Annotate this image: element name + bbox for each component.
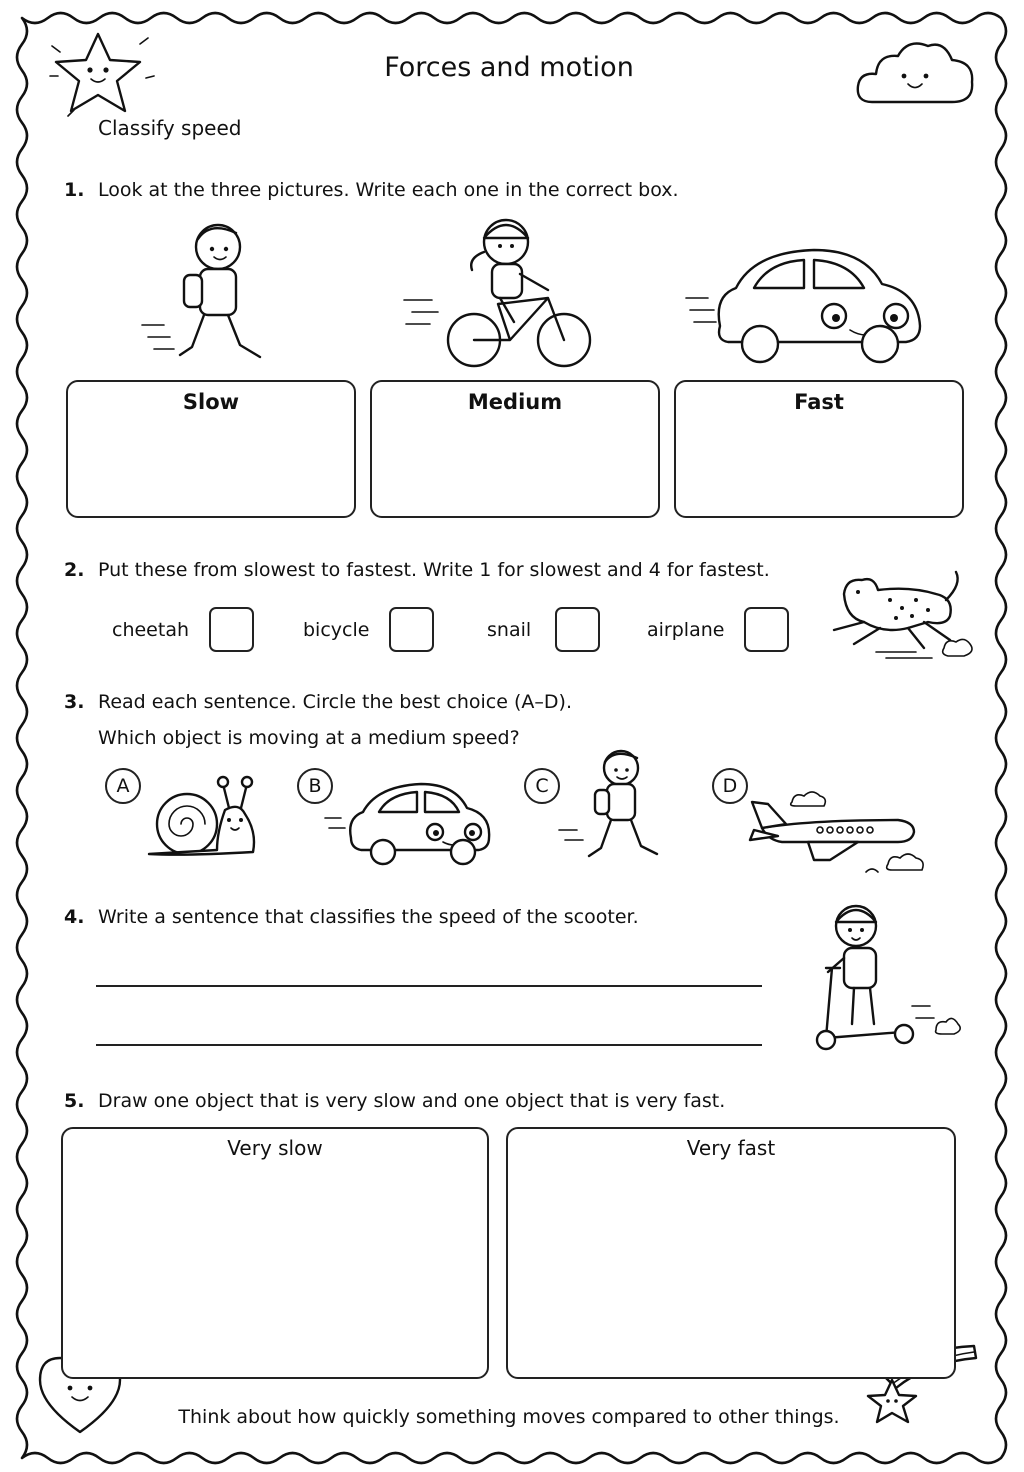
q4-writing-line-1[interactable] [96, 985, 762, 987]
item-airplane-rank-box[interactable] [744, 607, 789, 652]
smiling-car-icon [684, 240, 924, 370]
snail-icon [145, 772, 265, 862]
q4-number: 4. [64, 906, 85, 928]
item-bicycle-rank-box[interactable] [389, 607, 434, 652]
q1-text: Look at the three pictures. Write each one in the correct box. [98, 179, 679, 201]
very-fast-box-label: Very fast [686, 1136, 776, 1160]
q3-question: Which object is moving at a medium speed? [98, 727, 520, 749]
q2-number: 2. [64, 559, 85, 581]
girl-on-bicycle-icon [402, 212, 592, 372]
airplane-icon [748, 784, 938, 884]
car-icon [323, 776, 493, 866]
very-slow-box-label: Very slow [227, 1136, 323, 1160]
item-airplane-label: airplane [647, 619, 725, 641]
q1-number: 1. [64, 179, 85, 201]
q4-writing-line-2[interactable] [96, 1044, 762, 1046]
item-snail-rank-box[interactable] [555, 607, 600, 652]
walking-boy-small-icon [555, 744, 665, 874]
footer-note: Think about how quickly something moves compared to other things. [178, 1406, 840, 1428]
item-cheetah-rank-box[interactable] [209, 607, 254, 652]
choice-c-circle[interactable]: C [524, 768, 560, 804]
q4-text: Write a sentence that classifies the speed of the scooter. [98, 906, 639, 928]
cheetah-icon [824, 564, 974, 664]
item-bicycle-label: bicycle [303, 619, 370, 641]
slow-answer-box[interactable] [66, 380, 356, 518]
medium-answer-box[interactable] [370, 380, 660, 518]
walking-boy-icon [140, 215, 270, 375]
fast-box-label: Fast [794, 390, 844, 414]
q3-number: 3. [64, 691, 85, 713]
item-cheetah-label: cheetah [112, 619, 190, 641]
page-title: Forces and motion [384, 52, 634, 83]
choice-b-circle[interactable]: B [297, 768, 333, 804]
choice-d-circle[interactable]: D [712, 768, 748, 804]
page-subtitle: Classify speed [98, 116, 242, 140]
boy-on-scooter-icon [812, 896, 962, 1056]
q5-number: 5. [64, 1090, 85, 1112]
very-fast-drawing-box[interactable] [506, 1127, 956, 1379]
fast-answer-box[interactable] [674, 380, 964, 518]
slow-box-label: Slow [182, 390, 240, 414]
q3-text: Read each sentence. Circle the best choice (A–D). [98, 691, 572, 713]
q2-text: Put these from slowest to fastest. Write 1 for slowest and 4 for fastest. [98, 559, 770, 581]
choice-a-circle[interactable]: A [105, 768, 141, 804]
q5-text: Draw one object that is very slow and one object that is very fast. [98, 1090, 726, 1112]
medium-box-label: Medium [467, 390, 563, 414]
item-snail-label: snail [487, 619, 532, 641]
very-slow-drawing-box[interactable] [61, 1127, 489, 1379]
